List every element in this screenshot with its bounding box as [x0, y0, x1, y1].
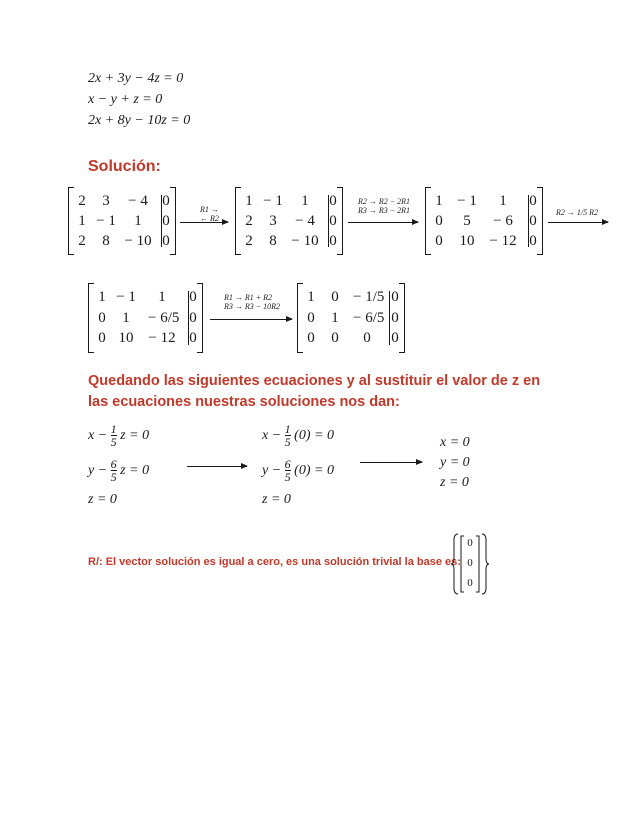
fraction-denominator: 5	[284, 435, 291, 449]
matrix-cell: 0	[162, 193, 170, 209]
matrix-cell: 0	[329, 233, 337, 249]
matrix-1	[68, 187, 176, 255]
matrix-2	[235, 187, 343, 255]
matrix-cell: 0	[391, 330, 399, 347]
matrix-cell: 2	[78, 233, 86, 249]
matrix-cell: 8	[102, 233, 110, 249]
fraction-numerator: 1	[284, 422, 291, 436]
matrix-cell: 0	[189, 309, 197, 326]
matrix-cell: − 10	[124, 233, 152, 249]
transform-arrow-3	[548, 222, 608, 223]
matrix-cell: − 6	[493, 213, 513, 229]
col1-eq1-rhs: z = 0	[120, 427, 150, 443]
fraction	[285, 458, 291, 483]
matrix-cell: 0	[331, 289, 339, 305]
matrix-cell: − 1	[263, 193, 283, 209]
transform-arrow-2	[348, 222, 418, 223]
matrix-cell: 0	[329, 213, 337, 229]
matrix-cell: 2	[245, 233, 253, 249]
matrix-cell: 1	[331, 309, 339, 326]
matrix-cell: 1	[245, 193, 253, 209]
result-paragraph: Quedando las siguientes ecuaciones y al sustituir el valor de z en las ecuaciones nuestras soluciones nos dan:	[88, 373, 541, 410]
matrix-cell: 0	[307, 309, 315, 326]
matrix-cell: − 1	[96, 213, 116, 229]
matrix-cell: 0	[162, 213, 170, 229]
op1-top-label: R1 →	[200, 205, 219, 214]
fraction-numerator: 6	[284, 457, 291, 471]
matrix-cell: 2	[78, 193, 86, 209]
matrix-cell: − 12	[148, 330, 176, 347]
matrix-cell: 0	[435, 213, 443, 229]
col2-equation-2	[262, 458, 334, 483]
matrix-cell: 0	[189, 330, 197, 347]
matrix-cell: 1	[98, 289, 106, 305]
op2-bottom-label: R3 → R3 − 2R1	[358, 206, 411, 215]
matrix-cell: 1	[78, 213, 86, 229]
col2-eq1-rhs: (0) = 0	[294, 427, 334, 443]
col2-eq2-rhs: (0) = 0	[294, 462, 334, 478]
col3-equation-1: x = 0	[440, 435, 470, 450]
matrix-cell: 0	[162, 233, 170, 249]
matrix-cell: − 4	[295, 213, 315, 229]
matrix-cell: 1	[158, 289, 166, 305]
matrix-cell: 10	[118, 330, 134, 347]
matrix-cell: 1	[307, 289, 315, 305]
matrix-3	[425, 187, 543, 255]
substitution-arrow-1	[187, 466, 247, 467]
matrix-cell: − 6/5	[148, 309, 180, 326]
matrix-4	[88, 283, 203, 353]
matrix-cell: 8	[269, 233, 277, 249]
fraction-numerator: 6	[110, 457, 117, 471]
matrix-cell: 0	[391, 289, 399, 305]
fraction	[285, 423, 291, 448]
matrix-cell: 0	[331, 330, 339, 347]
system-equation-3: 2x + 8y − 10z = 0	[88, 113, 191, 128]
fraction	[111, 423, 117, 448]
matrix-cell: − 1	[457, 193, 477, 209]
matrix-cell: 0	[329, 193, 337, 209]
matrix-cell: 3	[102, 193, 110, 209]
fraction-denominator: 5	[110, 470, 117, 484]
op4-bottom-label: R3 → R3 − 10R2	[224, 302, 281, 311]
matrix-5	[297, 283, 405, 353]
matrix-cell: 3	[269, 213, 277, 229]
matrix-cell: 0	[98, 309, 106, 326]
matrix-cell: 2	[245, 213, 253, 229]
matrix-cell: − 12	[489, 233, 517, 249]
fraction-denominator: 5	[284, 470, 291, 484]
matrix-cell: 0	[189, 289, 197, 305]
op4-top-label: R1 → R1 + R2	[224, 293, 273, 302]
matrix-cell: 10	[459, 233, 475, 249]
fraction-denominator: 5	[110, 435, 117, 449]
matrix-cell: 0	[435, 233, 443, 249]
system-equation-2: x − y + z = 0	[88, 92, 163, 107]
col2-eq1-lhs: x −	[262, 427, 282, 443]
fraction	[111, 458, 117, 483]
substitution-arrow-2	[360, 462, 422, 463]
matrix-cell: 0	[529, 193, 537, 209]
matrix-cell: 5	[463, 213, 471, 229]
vector-entry: 0	[467, 537, 473, 549]
col1-eq2-lhs: y −	[88, 462, 108, 478]
matrix-cell: − 1/5	[353, 289, 385, 305]
op1-bottom-label: ← R2	[200, 214, 219, 223]
matrix-cell: 1	[134, 213, 142, 229]
op3-label: R2 → 1/5 R2	[556, 208, 598, 217]
col1-equation-3: z = 0	[88, 492, 117, 507]
matrix-cell: − 4	[128, 193, 148, 209]
col1-equation-1	[88, 423, 149, 448]
op2-top-label: R2 → R2 − 2R1	[358, 197, 411, 206]
vector-entry: 0	[467, 577, 473, 589]
matrix-cell: 0	[529, 213, 537, 229]
answer-vector	[451, 532, 489, 596]
matrix-cell: 0	[98, 330, 106, 347]
answer-text: R/: El vector solución es igual a cero, es una solución trivial la base es:	[88, 556, 461, 568]
col2-eq2-lhs: y −	[262, 462, 282, 478]
col1-equation-2	[88, 458, 149, 483]
fraction-numerator: 1	[110, 422, 117, 436]
col3-equation-2: y = 0	[440, 455, 470, 470]
matrix-cell: 1	[499, 193, 507, 209]
matrix-cell: 1	[435, 193, 443, 209]
col2-equation-3: z = 0	[262, 492, 291, 507]
col2-equation-1	[262, 423, 334, 448]
matrix-cell: 1	[122, 309, 130, 326]
matrix-cell: − 1	[116, 289, 136, 305]
matrix-cell: 0	[529, 233, 537, 249]
vector-entry: 0	[467, 557, 473, 569]
system-equation-1: 2x + 3y − 4z = 0	[88, 71, 184, 86]
transform-arrow-1	[180, 222, 228, 223]
col3-equation-3: z = 0	[440, 475, 469, 490]
matrix-cell: 0	[307, 330, 315, 347]
col1-eq2-rhs: z = 0	[120, 462, 150, 478]
matrix-cell: 0	[391, 309, 399, 326]
matrix-cell: − 10	[291, 233, 319, 249]
solution-heading: Solución:	[88, 158, 161, 175]
matrix-cell: 1	[301, 193, 309, 209]
transform-arrow-4	[210, 319, 292, 320]
matrix-cell: 0	[363, 330, 371, 347]
col1-eq1-lhs: x −	[88, 427, 108, 443]
matrix-cell: − 6/5	[353, 309, 385, 326]
